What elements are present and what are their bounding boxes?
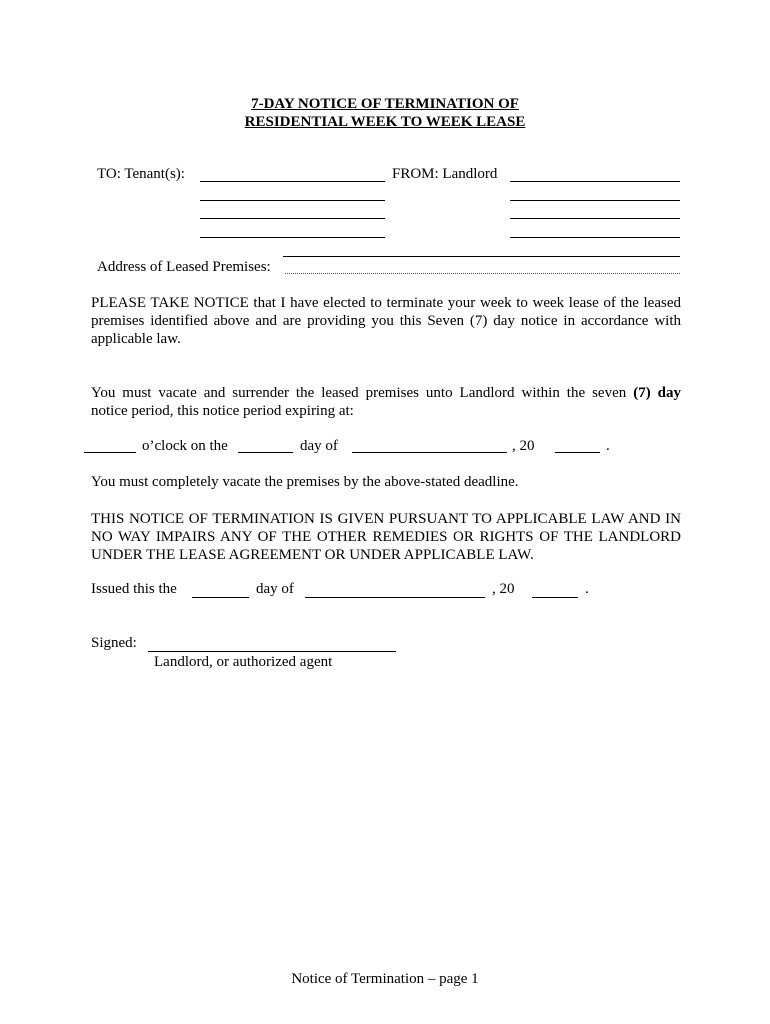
issued-period: . <box>585 581 589 597</box>
notice-line-3: applicable law. <box>91 331 181 347</box>
issued-year-blank[interactable] <box>532 597 578 598</box>
expiry-hour-blank[interactable] <box>84 452 136 453</box>
expiry-period: . <box>606 438 610 454</box>
expiry-year-blank[interactable] <box>555 452 600 453</box>
tenant-name-line-2[interactable] <box>200 200 385 201</box>
address-line-1[interactable] <box>283 256 680 257</box>
oclock-text: o’clock on the <box>142 438 228 454</box>
expiry-year-prefix: , 20 <box>512 438 535 454</box>
landlord-name-line-3[interactable] <box>510 218 680 219</box>
address-label: Address of Leased Premises: <box>97 259 271 275</box>
deadline-text: You must completely vacate the premises by the above-stated deadline. <box>91 474 519 490</box>
document-title-line-2: RESIDENTIAL WEEK TO WEEK LEASE <box>244 114 526 130</box>
notice-line-1: PLEASE TAKE NOTICE that I have elected to terminate your week to week lease of the leased <box>91 295 681 311</box>
expiry-day-of-text: day of <box>300 438 338 454</box>
landlord-name-line-4[interactable] <box>510 237 680 238</box>
vacate-line-1-text: You must vacate and surrender the leased premises unto Landlord within the seven <box>91 385 627 401</box>
notice-paragraph <box>91 294 681 348</box>
legal-line-1: THIS NOTICE OF TERMINATION IS GIVEN PURSUANT TO APPLICABLE LAW AND IN <box>91 511 681 527</box>
landlord-name-line-2[interactable] <box>510 200 680 201</box>
signature-line[interactable] <box>148 651 396 652</box>
issued-month-blank[interactable] <box>305 597 485 598</box>
signer-caption: Landlord, or authorized agent <box>154 654 333 670</box>
notice-line-2: premises identified above and are providing you this Seven (7) day notice in accordance with <box>91 313 681 329</box>
legal-line-2: NO WAY IMPAIRS ANY OF THE OTHER REMEDIES OR RIGHTS OF THE LANDLORD <box>91 529 681 545</box>
vacate-paragraph <box>91 384 681 420</box>
vacate-line-1-bold: (7) day <box>633 385 681 401</box>
document-title-line-1: 7-DAY NOTICE OF TERMINATION OF <box>251 96 519 112</box>
signed-label: Signed: <box>91 635 137 651</box>
issued-year-prefix: , 20 <box>492 581 515 597</box>
issued-day-blank[interactable] <box>192 597 249 598</box>
landlord-name-line-1[interactable] <box>510 181 680 182</box>
expiry-day-blank[interactable] <box>238 452 293 453</box>
issued-day-of-text: day of <box>256 581 294 597</box>
legal-paragraph <box>91 510 681 564</box>
issued-label: Issued this the <box>91 581 177 597</box>
tenant-name-line-3[interactable] <box>200 218 385 219</box>
tenant-name-line-1[interactable] <box>200 181 385 182</box>
landlord-label: FROM: Landlord <box>392 166 498 182</box>
legal-line-3: UNDER THE LEASE AGREEMENT OR UNDER APPLICABLE LAW. <box>91 547 534 563</box>
vacate-line-1 <box>91 384 681 402</box>
tenant-label: TO: Tenant(s): <box>97 166 185 182</box>
expiry-month-blank[interactable] <box>352 452 507 453</box>
tenant-name-line-4[interactable] <box>200 237 385 238</box>
vacate-line-2: notice period, this notice period expiring at: <box>91 403 354 419</box>
address-line-2[interactable] <box>285 273 680 274</box>
page-footer: Notice of Termination – page 1 <box>291 971 479 987</box>
